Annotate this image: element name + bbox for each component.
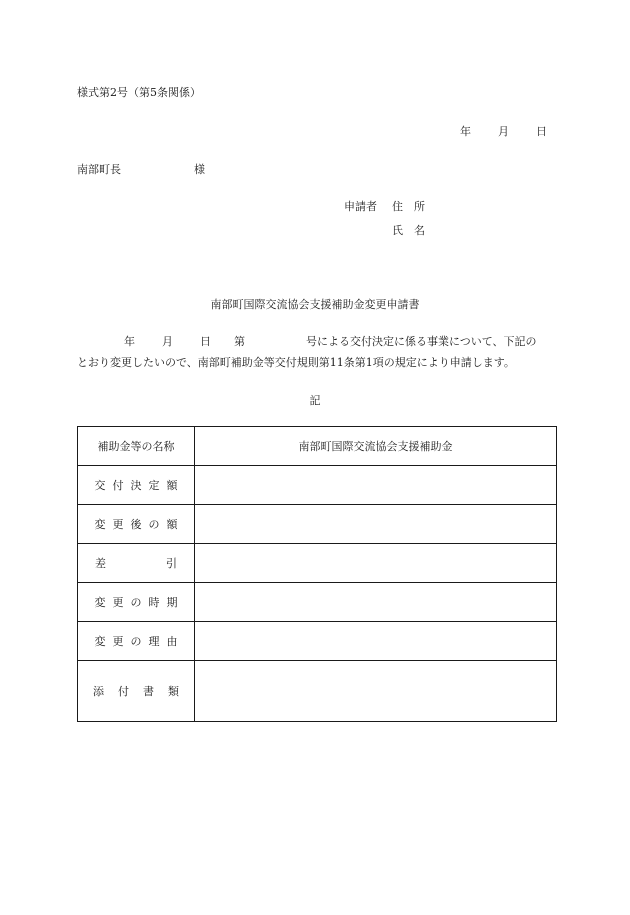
row-label (78, 661, 195, 722)
row-label (78, 466, 195, 505)
row-value (195, 583, 557, 622)
table-row (78, 505, 557, 544)
body-day: 日 (200, 335, 211, 348)
row-label (78, 583, 195, 622)
addressee (77, 161, 205, 177)
table-row (78, 466, 557, 505)
row-value (195, 661, 557, 722)
detail-table (77, 426, 557, 722)
addressee-name: 南部町長 (77, 163, 121, 176)
form-number: 様式第2号（第5条関係） (77, 86, 201, 99)
body-line-1 (124, 333, 554, 347)
row-value (195, 505, 557, 544)
date-line (460, 123, 547, 139)
table-row (78, 427, 557, 466)
applicant-name-row (392, 222, 425, 238)
row-label (78, 505, 195, 544)
ki-heading: 記 (309, 394, 321, 407)
body-dai: 第 (234, 335, 245, 348)
label-text: 差引 (95, 557, 237, 570)
body-year: 年 (124, 335, 135, 348)
label-text: 添付書類 (93, 685, 193, 698)
table-row (78, 661, 557, 722)
table-row (78, 583, 557, 622)
honorific: 様 (194, 163, 205, 176)
body-line-2: とおり変更したいので、南部町補助金等交付規則第11条第1項の規定により申請します。 (77, 356, 515, 369)
label-text: 補助金等の名称 (97, 440, 175, 453)
row-label (78, 622, 195, 661)
applicant-label: 申請者 (344, 200, 377, 213)
label-text: 交付決定額 (94, 479, 185, 492)
label-text: 変更の時期 (94, 596, 185, 609)
body-rest: 号による交付決定に係る事業について、下記の (306, 335, 537, 348)
table-row (78, 622, 557, 661)
row-value (195, 427, 557, 466)
table-row (78, 544, 557, 583)
row-value (195, 622, 557, 661)
applicant-address-row (344, 198, 425, 214)
address-label: 住 所 (392, 200, 425, 213)
value-text: 南部町国際交流協会支援補助金 (298, 440, 453, 453)
date-month: 月 (498, 125, 509, 138)
row-label (78, 544, 237, 583)
name-label: 氏 名 (392, 224, 425, 237)
date-day: 日 (536, 125, 547, 138)
label-text: 変更後の額 (94, 518, 185, 531)
row-value (195, 544, 557, 583)
document-title: 南部町国際交流協会支援補助金変更申請書 (210, 298, 420, 311)
row-label (78, 427, 195, 466)
label-text: 変更の理由 (94, 635, 185, 648)
row-value (195, 466, 557, 505)
date-year: 年 (460, 125, 471, 138)
body-month: 月 (162, 335, 173, 348)
